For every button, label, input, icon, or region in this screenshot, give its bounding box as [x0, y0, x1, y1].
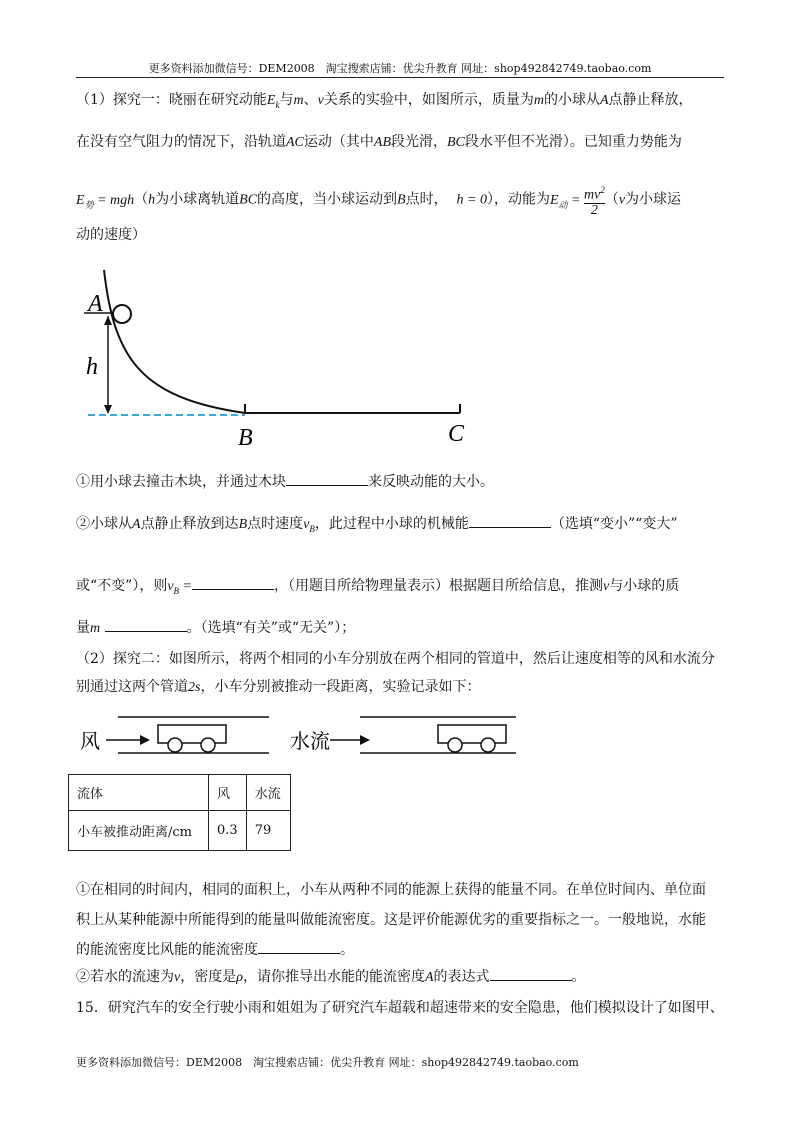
text: 的高度，当小球运动到 [257, 191, 398, 208]
symbol-h: h [148, 192, 156, 208]
question-3 [76, 576, 726, 601]
table-header-cell: 风 [209, 775, 247, 811]
cart-wheel [168, 738, 182, 752]
text: 段水平但不光滑）。已知重力势能为 [464, 134, 682, 150]
question-part1-line4: 动的速度） [76, 227, 146, 243]
cart-wheel [201, 738, 215, 752]
answer-blank[interactable] [105, 618, 187, 632]
text: 或“不变”），则 [76, 578, 168, 594]
explanation-line4 [76, 967, 726, 988]
explanation-line3 [76, 940, 726, 960]
table-header-cell: 流体 [69, 775, 209, 811]
arrow-right-icon [140, 735, 150, 745]
symbol-AB: AB [373, 135, 391, 150]
answer-blank[interactable] [192, 576, 274, 590]
text: 的表达式 [433, 969, 490, 985]
table-header-cell: 水流 [246, 775, 290, 811]
cart-body [438, 725, 506, 743]
text: ，（用题目所给物理量表示）根据题目所给信息，推测 [274, 578, 603, 594]
text: 。 [340, 942, 354, 958]
label-C: C [448, 421, 465, 447]
symbol-v: v [603, 579, 610, 594]
text: （1）探究一：晓丽在研究动能 [76, 92, 267, 108]
text: ），动能为 [486, 191, 550, 208]
label-A: A [88, 291, 103, 317]
symbol-vB-equals: $v_B$ = [167, 579, 192, 596]
text: 点静止释放， [608, 92, 693, 108]
curved-track [104, 270, 245, 413]
text: 来反映动能的大小。 [368, 474, 494, 490]
symbol-A: A [424, 970, 434, 985]
label-h: h [86, 354, 98, 380]
text: 与小球的质 [609, 578, 680, 594]
symbol-Ek: $E_k$ [266, 93, 280, 110]
text: ，小车分别被推动一段距离，实验记录如下： [200, 679, 481, 695]
text: 点静止释放到达 [140, 516, 239, 532]
symbol-AC: AC [286, 135, 304, 150]
symbol-m: m [90, 621, 101, 636]
symbol-m: m [533, 93, 544, 108]
symbol-m: m [293, 93, 304, 108]
text: 为小球运 [625, 191, 682, 208]
data-table [68, 774, 291, 851]
part2-line1: （2）探究二：如图所示，将两个相同的小车分别放在两个相同的管道中，然后让速度相等的风和水流分 [76, 651, 715, 667]
text: 量 [76, 620, 90, 636]
arrow-right-icon [360, 735, 370, 745]
question-4 [76, 618, 726, 639]
symbol-rho: ρ [236, 970, 243, 985]
symbol-v: v [174, 970, 181, 985]
text: ，请你推导出水能的能流密度 [242, 969, 425, 985]
explanation-line2: 积上从某种能源中所能得到的能量叫做能流密度。这是评价能源优劣的重要指标之一。一般地说，水能 [76, 912, 706, 928]
ball [113, 305, 131, 323]
symbol-vB: $v_B$ [303, 517, 315, 534]
table-row [69, 811, 291, 851]
question-2 [76, 514, 726, 539]
table-row-label: 小车被推动距离/cm [69, 811, 209, 851]
text: 与 [279, 92, 294, 108]
text: 、 [303, 92, 318, 108]
text: 在没有空气阻力的情况下，沿轨道 [76, 134, 286, 150]
text: ②若水的流速为 [76, 969, 174, 985]
text: 的小球从 [543, 92, 600, 108]
symbol-h-zero: h = 0 [456, 192, 487, 208]
text: 点时速度 [247, 516, 304, 532]
question-1 [76, 472, 726, 492]
text: 。（选填“有关”或“无关”）； [186, 620, 356, 636]
answer-blank[interactable] [258, 940, 340, 954]
symbol-B: B [397, 192, 406, 208]
text: 为小球离轨道 [155, 191, 240, 208]
label-wind: 风 [80, 731, 100, 753]
cart-wheel [481, 738, 495, 752]
text: 的能流密度比风能的能流密度 [76, 942, 258, 958]
text: 。 [571, 969, 586, 985]
page-header: 更多资料添加微信号：DEM2008 淘宝搜索店铺：优尖升教育 网址：shop492842749.taobao.com [148, 62, 652, 75]
symbol-BC: BC [239, 192, 258, 208]
explanation-line1: ①在相同的时间内，相同的面积上，小车从两种不同的能源上获得的能量不同。在单位时间内、单位面 [76, 882, 706, 898]
header-divider [76, 77, 724, 78]
formula-Ek: $E_动$ = $\frac{mv^2}{2}$ [549, 185, 605, 218]
answer-blank[interactable] [286, 472, 368, 486]
text: 关系的实验中，如图所示，质量为 [323, 92, 534, 108]
question-15-line1: 15．研究汽车的安全行驶小雨和姐姐为了研究汽车超载和超速带来的安全隐患，他们模拟设计了如图甲、 [76, 1000, 724, 1016]
table-cell: 79 [246, 811, 290, 851]
question-part1-line1 [76, 90, 726, 115]
arrow-up-icon [104, 316, 112, 325]
symbol-A: A [132, 517, 141, 532]
symbol-BC: BC [447, 135, 465, 150]
answer-blank[interactable] [490, 967, 572, 981]
table-header-row [69, 775, 291, 811]
symbol-v: v [317, 93, 324, 108]
pipe-diagram [66, 708, 526, 768]
question-part1-line3: $E_势 = mgh(h$为小球离轨道BC的高度，当小球运动到B点时， h = 0），动能为$E_动$ = $\frac{mv^2}{2}$ （v为小球运 [76, 185, 682, 218]
symbol-Ep: $E_势$ = mgh [76, 192, 135, 210]
arrow-down-icon [104, 405, 112, 414]
track-diagram [80, 268, 480, 453]
text: 段光滑， [391, 134, 447, 150]
text: 点时， [405, 191, 448, 208]
label-water: 水流 [290, 731, 330, 753]
text: 运动（其中 [303, 134, 374, 150]
symbol-v: v [618, 192, 626, 208]
text: ，此过程中小球的机械能 [314, 516, 469, 532]
text: 别通过这两个管道 [76, 679, 188, 695]
text: ，密度是 [180, 969, 237, 985]
text: （选填“变小”“变大” [550, 516, 678, 532]
label-B: B [238, 425, 253, 451]
symbol-A: A [599, 93, 609, 108]
answer-blank[interactable] [469, 514, 551, 528]
page-footer: 更多资料添加微信号：DEM2008 淘宝搜索店铺：优尖升教育 网址：shop492842749.taobao.com [76, 1056, 579, 1069]
symbol-B: B [238, 517, 248, 532]
part2-line2 [76, 677, 726, 698]
cart-wheel [448, 738, 462, 752]
table-cell: 0.3 [209, 811, 247, 851]
text: ②小球从 [76, 516, 132, 532]
cart-body [158, 725, 226, 743]
question-part1-line2 [76, 132, 726, 153]
text: ①用小球去撞击木块，并通过木块 [76, 474, 286, 490]
symbol-2s: 2s [188, 680, 201, 695]
